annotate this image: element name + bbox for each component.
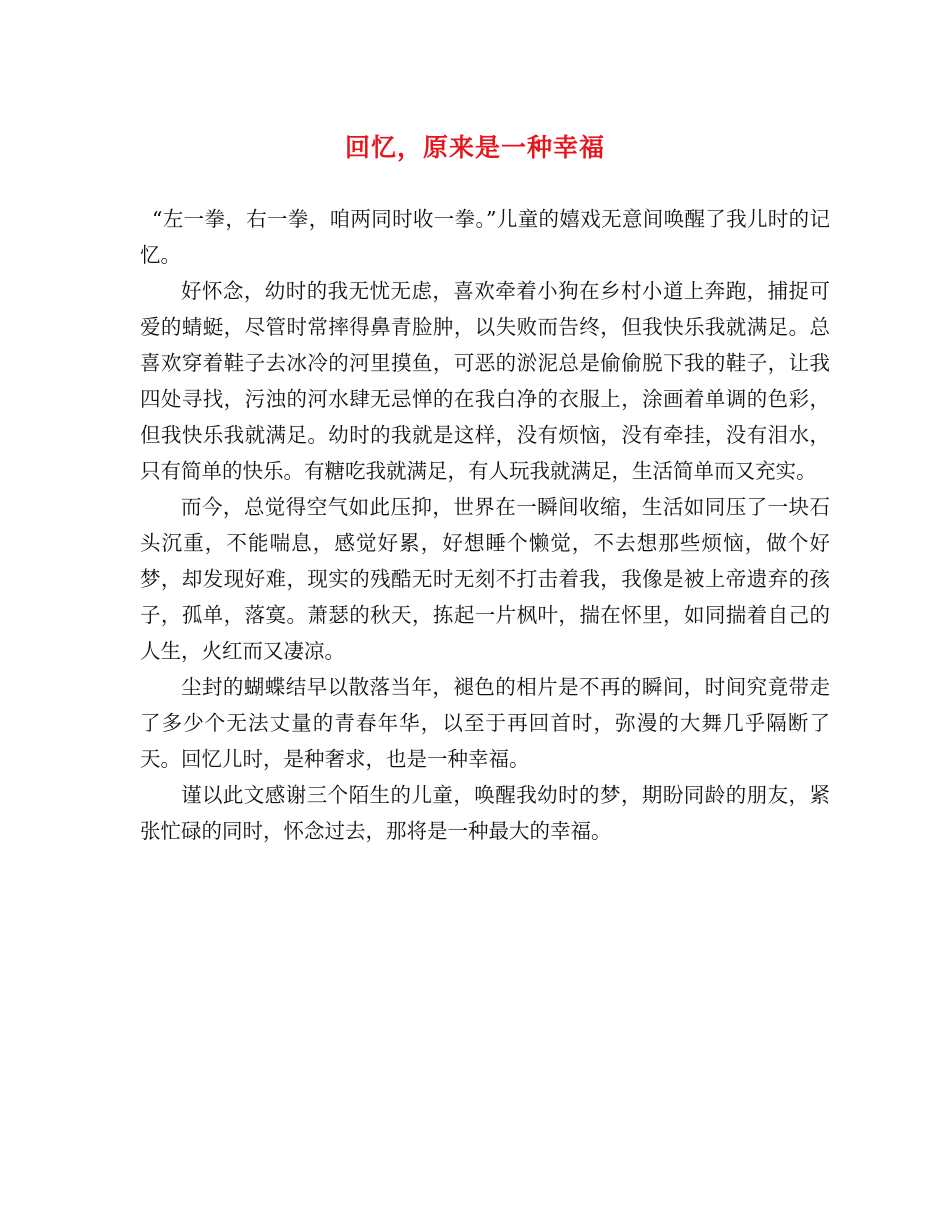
document-title: 回忆，原来是一种幸福 [344,133,605,162]
document-body [140,201,830,849]
paragraph-5: 谨以此文感谢三个陌生的儿童，唤醒我幼时的梦，期盼同龄的朋友，紧张忙碌的同时，怀念过去，那将是一种最大的幸福。 [140,783,830,843]
paragraph-2: 好怀念，幼时的我无忧无虑，喜欢牵着小狗在乡村小道上奔跑，捕捉可爱的蜻蜓，尽管时常摔得鼻青脸肿，以失败而告终，但我快乐我就满足。总喜欢穿着鞋子去冰冷的河里摸鱼，可恶的淤泥总是偷偷脱下我的鞋子，让我四处寻找，污浊的河水肆无忌惮的在我白净的衣服上，涂画着单调的色彩，但我快乐我就满足。幼时的我就是这样，没有烦恼，没有牵挂，没有泪水，只有简单的快乐。有糖吃我就满足，有人玩我就满足，生活简单而又充实。 [140,279,830,483]
paragraph-4: 尘封的蝴蝶结早以散落当年，褪色的相片是不再的瞬间，时间究竟带走了多少个无法丈量的青春年华，以至于再回首时，弥漫的大舞几乎隔断了天。回忆儿时，是种奢求，也是一种幸福。 [140,675,830,771]
paragraph-1: “左一拳，右一拳，咱两同时收一拳。”儿童的嬉戏无意间唤醒了我儿时的记忆。 [140,207,830,267]
paragraph-3: 而今，总觉得空气如此压抑，世界在一瞬间收缩，生活如同压了一块石头沉重，不能喘息，感觉好累，好想睡个懒觉，不去想那些烦恼，做个好梦，却发现好难，现实的残酷无时无刻不打击着我，我像是被上帝遗弃的孩子，孤单，落寞。萧瑟的秋天，拣起一片枫叶，揣在怀里，如同揣着自己的人生，火红而又凄凉。 [140,495,830,663]
